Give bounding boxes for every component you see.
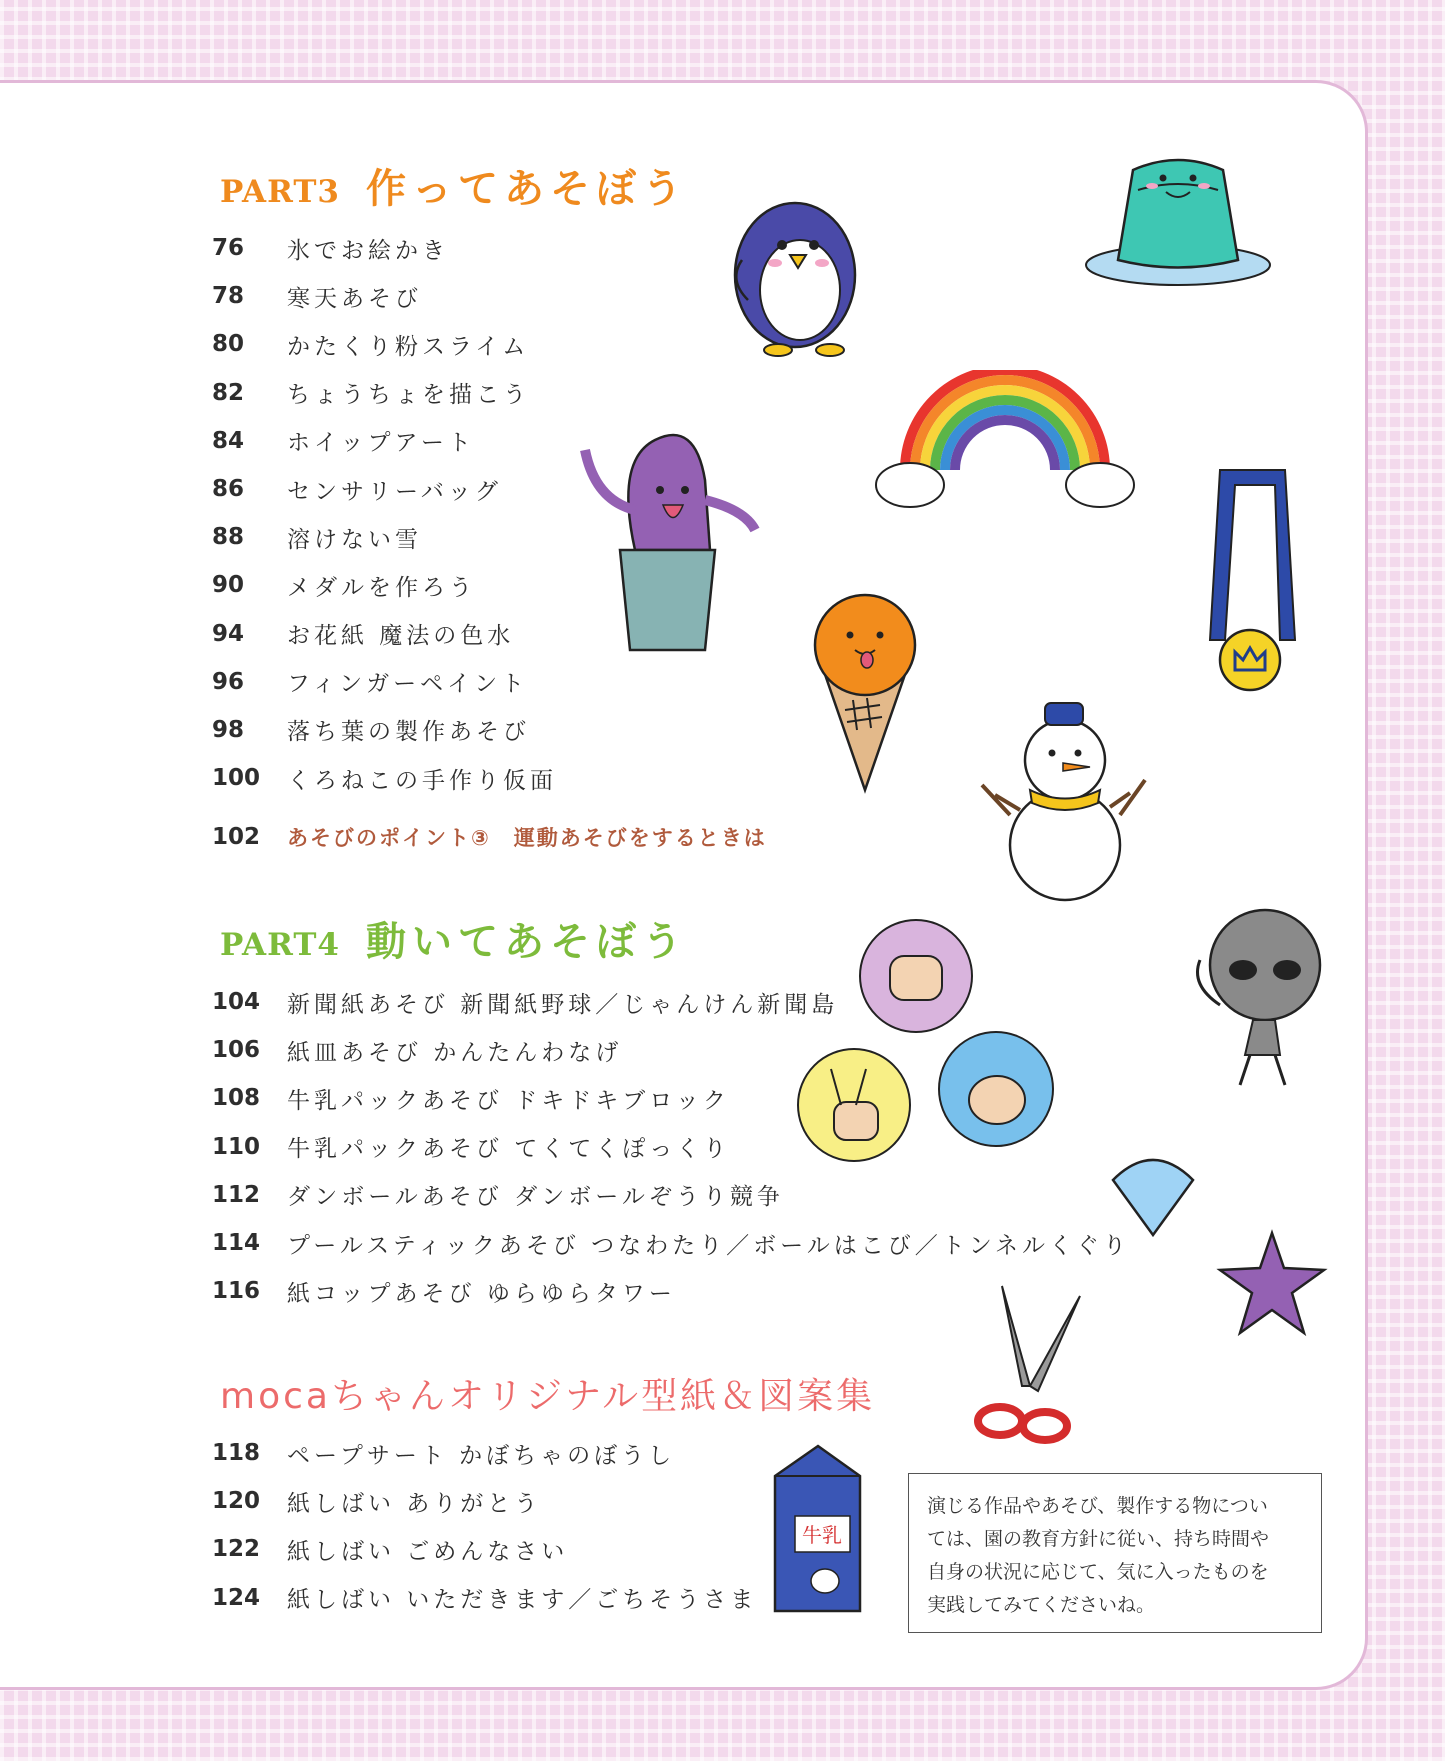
entry-title: メダルを作ろう	[287, 574, 476, 601]
toc-entry[interactable]	[212, 369, 557, 417]
part4-label: PART4	[220, 927, 340, 963]
milk-carton-illustration	[760, 1436, 875, 1621]
note-line: ては、園の教育方針に従い、持ち時間や	[927, 1528, 1270, 1550]
page-number: 76	[212, 235, 245, 262]
page-number: 112	[212, 1181, 261, 1208]
page-number: 106	[212, 1037, 261, 1064]
page-number: 100	[212, 765, 261, 792]
rainbow-illustration	[875, 370, 1135, 520]
page-number: 88	[212, 524, 245, 551]
page-number: 108	[212, 1085, 261, 1112]
page-number: 96	[212, 668, 245, 695]
toc-entry[interactable]	[212, 272, 557, 320]
entry-title: 牛乳パックあそび ドキドキブロック	[287, 1087, 730, 1114]
toc-entry[interactable]	[212, 978, 1130, 1026]
starfish-illustration	[1212, 1228, 1332, 1343]
toc-entry[interactable]	[212, 561, 557, 609]
point-entry[interactable]	[212, 822, 767, 852]
alien-illustration	[1185, 905, 1335, 1090]
toc-entry[interactable]	[212, 417, 557, 465]
entry-title: ペープサート かぼちゃのぼうし	[287, 1442, 676, 1469]
toc-entry[interactable]	[212, 1525, 757, 1573]
toc-entry[interactable]	[212, 1574, 757, 1622]
toc-entry[interactable]	[212, 754, 557, 802]
original-list	[212, 1429, 757, 1622]
entry-title: かたくり粉スライム	[287, 333, 530, 360]
snowman-illustration	[980, 695, 1150, 905]
entry-title: プールスティックあそび つなわたり／ボールはこび／トンネルくぐり	[287, 1232, 1131, 1259]
entry-title: 新聞紙あそび 新聞紙野球／じゃんけん新聞島	[287, 991, 839, 1018]
entry-title: 紙皿あそび かんたんわなげ	[287, 1039, 623, 1066]
toc-entry[interactable]	[212, 465, 557, 513]
rock-hand-icon	[858, 918, 974, 1034]
page-number: 104	[212, 989, 261, 1016]
toc-entry[interactable]	[212, 1429, 757, 1477]
part3-heading	[220, 157, 688, 214]
page-number: 120	[212, 1488, 261, 1515]
toc-entry[interactable]	[212, 610, 557, 658]
entry-title: 落ち葉の製作あそび	[287, 719, 530, 746]
entry-title: 紙しばい いただきます／ごちそうさま	[287, 1587, 758, 1614]
entry-title: フィンガーペイント	[287, 671, 529, 698]
page-number: 122	[212, 1536, 261, 1563]
point-title: あそびのポイント③ 運動あそびをするときは	[287, 826, 767, 850]
entry-title: 紙しばい ありがとう	[287, 1490, 542, 1517]
page-number: 110	[212, 1133, 261, 1160]
note-line: 自身の状況に応じて、気に入ったものを	[927, 1561, 1269, 1583]
shell-illustration	[1103, 1140, 1203, 1240]
page-number: 78	[212, 283, 245, 310]
page-number: 114	[212, 1230, 261, 1257]
toc-entry[interactable]	[212, 224, 557, 272]
toc-entry[interactable]	[212, 320, 557, 368]
page-number: 98	[212, 716, 245, 743]
page-number: 86	[212, 476, 245, 503]
penguin-illustration	[720, 190, 870, 360]
toc-entry[interactable]	[212, 1171, 1130, 1219]
entry-title: くろねこの手作り仮面	[287, 767, 557, 794]
purple-creature-illustration	[575, 420, 765, 660]
page-number: 82	[212, 379, 245, 406]
ice-cream-illustration	[805, 590, 925, 795]
entry-title: 寒天あそび	[287, 285, 422, 312]
paper-hand-icon	[937, 1030, 1055, 1148]
part4-title: 動いてあそぼう	[365, 919, 688, 965]
page-number: 102	[212, 824, 261, 850]
entry-title: 牛乳パックあそび てくてくぽっくり	[287, 1136, 731, 1163]
entry-title: 紙コップあそび ゆらゆらタワー	[287, 1280, 676, 1307]
part3-label: PART3	[220, 174, 340, 210]
page-number: 80	[212, 331, 245, 358]
page-number: 124	[212, 1584, 261, 1611]
note-line: 実践してみてくださいね。	[927, 1594, 1156, 1616]
entry-title: 溶けない雪	[287, 526, 422, 553]
entry-title: お花紙 魔法の色水	[287, 623, 515, 650]
toc-entry[interactable]	[212, 658, 557, 706]
entry-title: ホイップアート	[287, 430, 475, 457]
page-number: 118	[212, 1440, 261, 1467]
part4-heading	[220, 910, 688, 967]
toc-entry[interactable]	[212, 1477, 757, 1525]
entry-title: ちょうちょを描こう	[287, 382, 530, 409]
page-number: 116	[212, 1278, 261, 1305]
scissors-illustration	[960, 1276, 1090, 1451]
jelly-illustration	[1078, 150, 1278, 290]
part3-title: 作ってあそぼう	[365, 166, 688, 212]
milk-label: 牛乳	[802, 1523, 842, 1547]
part3-list	[212, 224, 557, 802]
page-number: 84	[212, 427, 245, 454]
entry-title: 氷でお絵かき	[287, 237, 449, 264]
original-heading: mocaちゃんオリジナル型紙＆図案集	[220, 1376, 876, 1417]
entry-title: センサリーバッグ	[287, 478, 502, 505]
toc-entry[interactable]	[212, 1219, 1130, 1267]
note-box	[908, 1473, 1322, 1633]
medal-illustration	[1180, 460, 1310, 700]
toc-entry[interactable]	[212, 706, 557, 754]
toc-entry[interactable]	[212, 513, 557, 561]
page-number: 94	[212, 620, 245, 647]
entry-title: 紙しばい ごめんなさい	[287, 1538, 569, 1565]
page-number: 90	[212, 572, 245, 599]
entry-title: ダンボールあそび ダンボールぞうり競争	[287, 1184, 784, 1211]
note-line: 演じる作品やあそび、製作する物につい	[927, 1495, 1268, 1517]
scissors-hand-icon	[796, 1047, 912, 1163]
